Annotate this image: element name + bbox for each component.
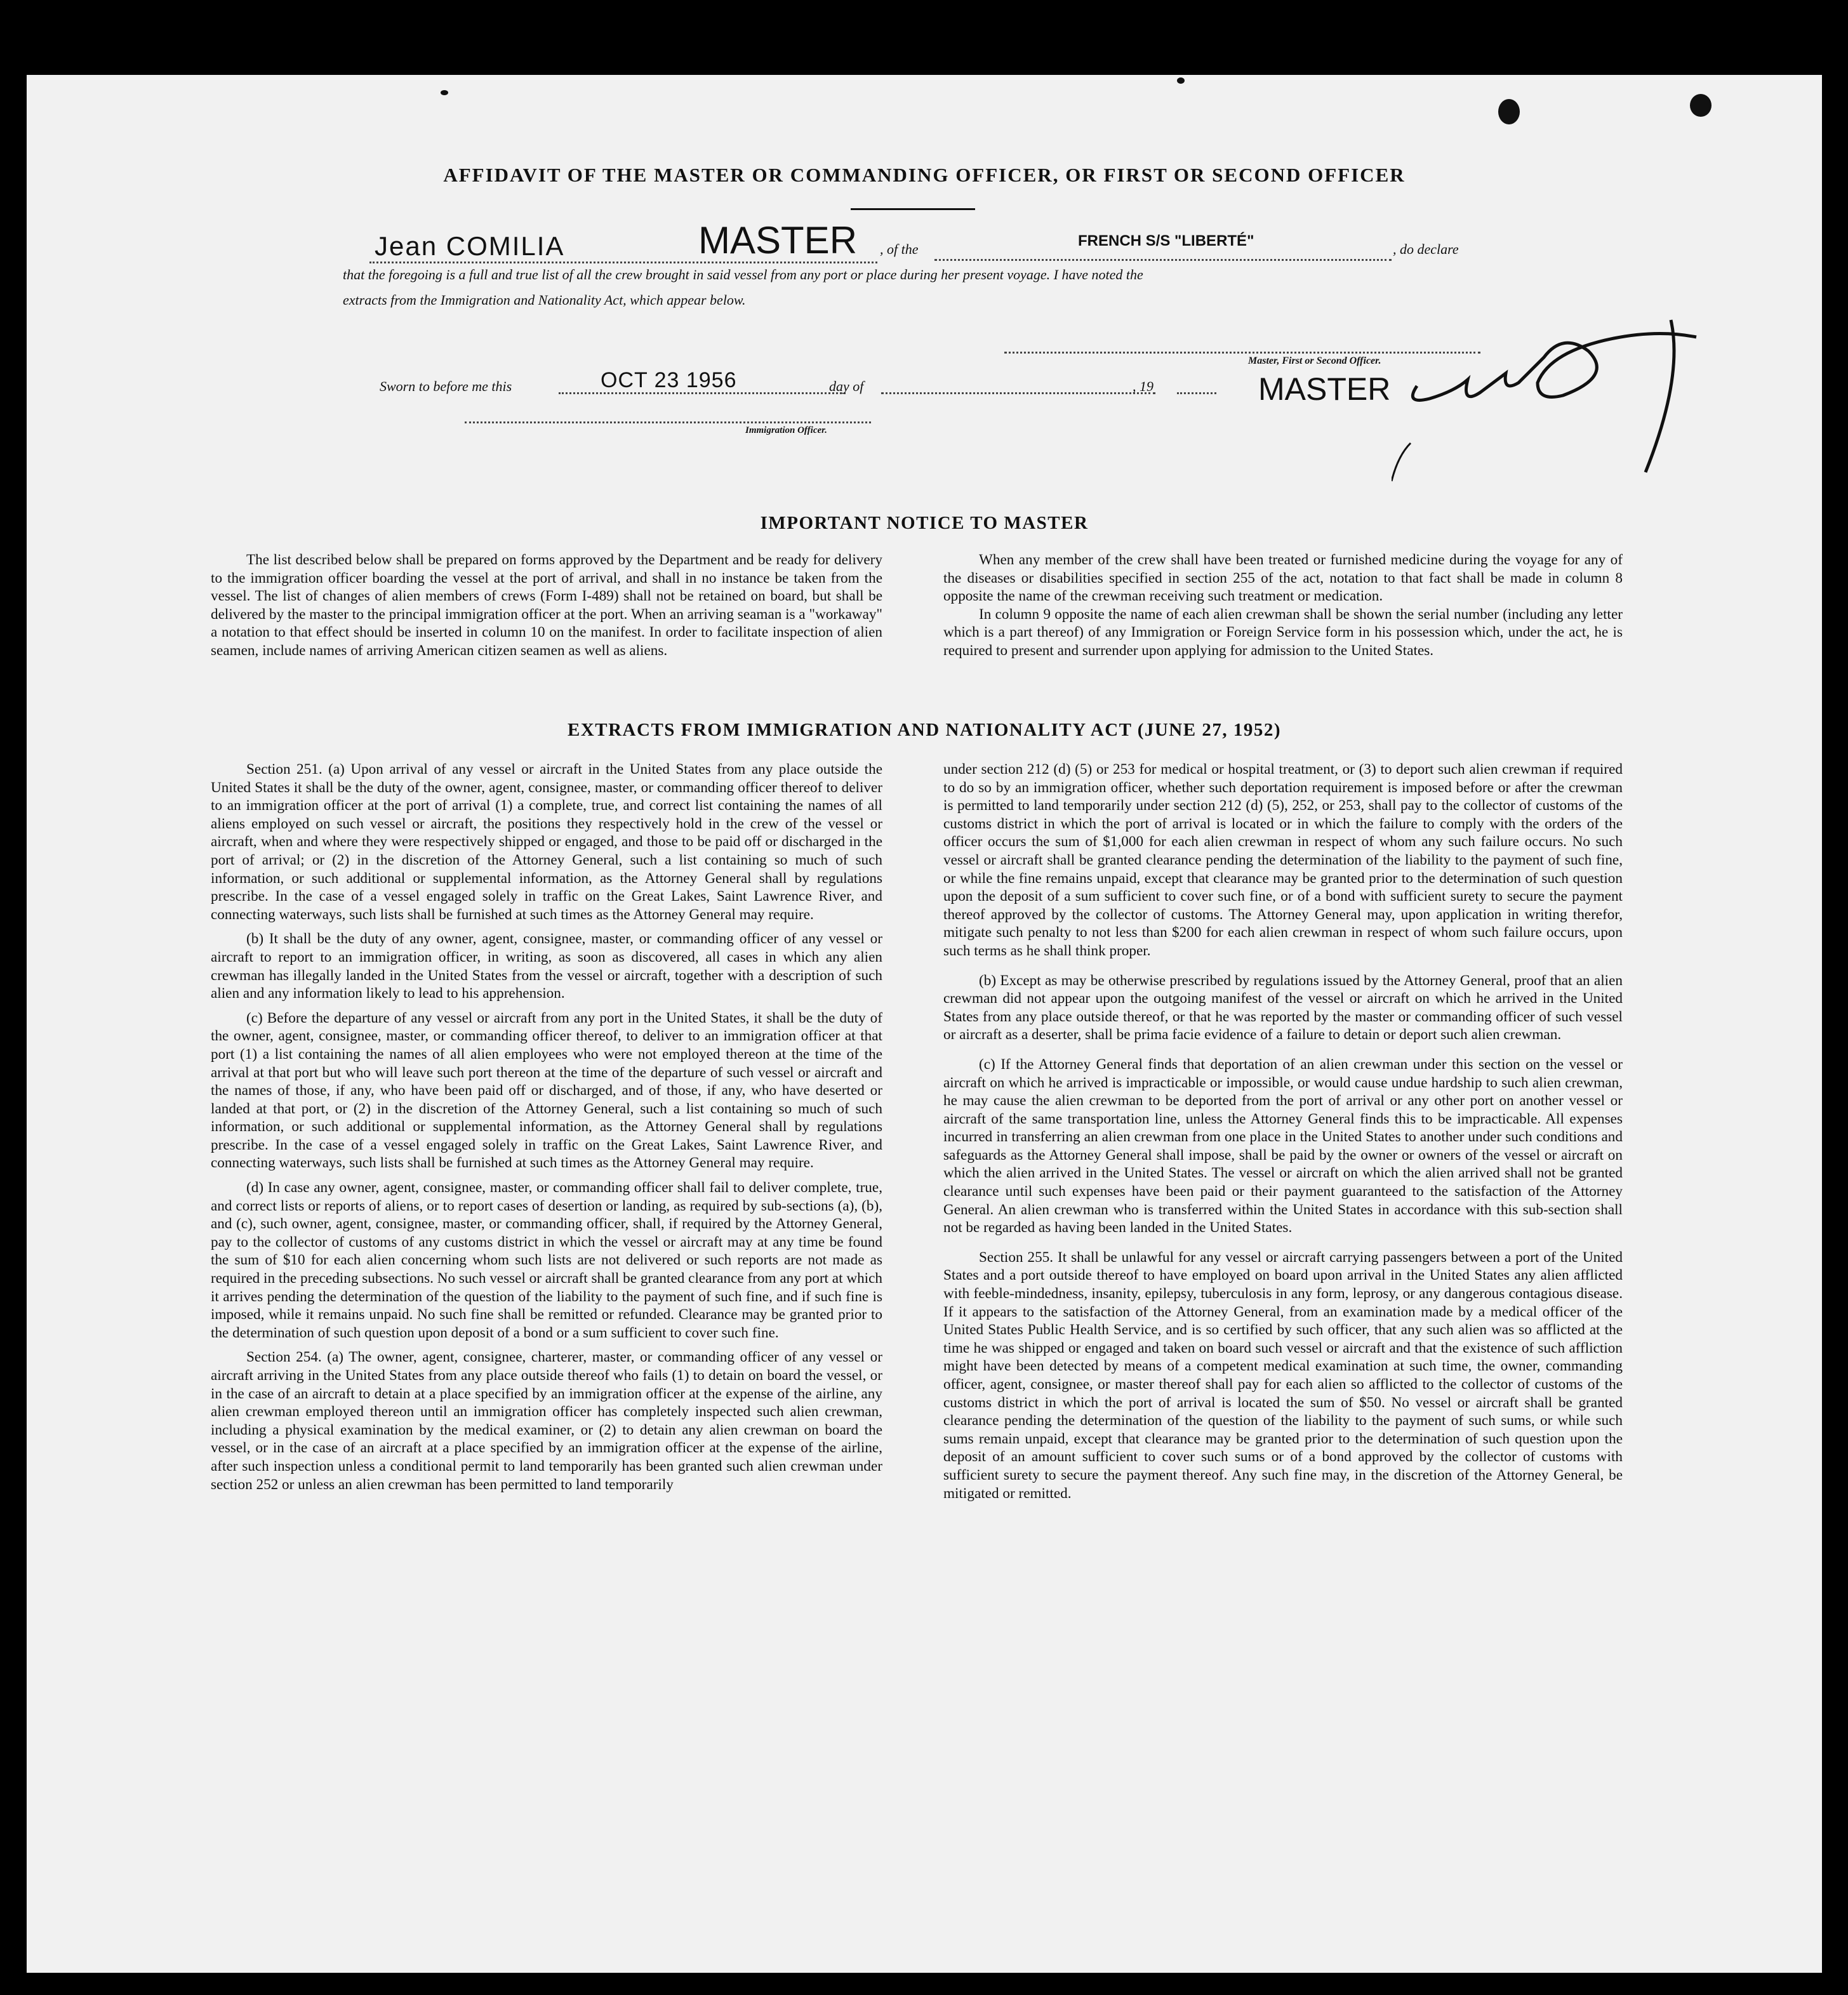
section-254-b: (b) Except as may be otherwise prescribed by regulations issued by the Attorney General, proof that an alien crewman did not appear upon the outgoing manifest of the vessel or aircraft on which he arrived in the United States from any place outside thereof, or that he was reported by the master or commanding officer of such vessel or aircraft as a deserter, shall be prima facie evidence of a failure to detain or deport such alien crewman. — [943, 972, 1623, 1044]
statement-line-1: that the foregoing is a full and true list of all the crew brought in said vessel from any port or place during her present voyage. I have noted the — [343, 267, 1143, 282]
section-251-a: Section 251. (a) Upon arrival of any vessel or aircraft in the United States from any place outside the United States it shall be the duty of the owner, agent, consignee, master, or commanding officer thereof to deliver to an immigration officer at the port of arrival (1) a complete, true, and correct list containing the names of all aliens employed on such vessel or aircraft, the positions they respectively hold in the crew of the vessel or aircraft, when and where they were respectively shipped or engaged, and those to be paid off or discharged in the port of arrival; or (2) in the discretion of the Attorney General, such a list containing so much of such information, or such additional or supplemental information, as the Attorney General shall by regulations prescribe. In the case of a vessel engaged solely in traffic on the Great Lakes, Saint Lawrence River, and connecting waterways, such lists shall be furnished at such times as the Attorney General may require. — [211, 761, 882, 923]
section-254-a: Section 254. (a) The owner, agent, consignee, charterer, master, or commanding officer of any vessel or aircraft arriving in the United States from any place outside thereof who fails (1) to detain on board the vessel, or in the case of an aircraft to detain at a place specified by an immigration officer at the expense of the airline, any alien crewman employed thereon until an immigration officer has completely inspected such alien crewman, including a physical examination by the medical examiner, or (2) to detain any alien crewman on board the vessel, or in the case of an aircraft at a place specified by an immigration officer at the expense of the airline, after such inspection unless a conditional permit to land temporarily has been granted such alien crewman under section 252 or unless an alien crewman has been permitted to land temporarily — [211, 1349, 882, 1493]
year-label: , 19 — [1133, 378, 1153, 394]
section-251-b: (b) It shall be the duty of any owner, agent, consignee, master, or commanding officer of any vessel or aircraft to report to an immigration officer, in writing, as soon as discovered, all cases in which any alien crewman has illegally landed in the United States from the vessel or aircraft, together with a description of such alien and any information likely to lead to his apprehension. — [211, 931, 882, 1002]
officer-caption: Immigration Officer. — [745, 425, 827, 435]
year-line — [1177, 392, 1216, 394]
extracts-heading: EXTRACTS FROM IMMIGRATION AND NATIONALITY ACT (JUNE 27, 1952) — [567, 720, 1282, 740]
notice-left-paragraph: The list described below shall be prepared on forms approved by the Department and be ready for delivery to the immigration officer boarding the vessel at the port of arrival, and shall in no instance be taken from the vessel. The list of changes of alien members of crews (Form I-489) shall not be retained on board, but shall be delivered by the master to the principal immigration officer at the port. When an arriving seaman is a "workaway" a notation to that effect should be inserted in column 10 on the manifest. In order to facilitate inspection of alien seamen, include names of arriving American citizen seamen as well as aliens. — [211, 552, 882, 659]
master-caption: Master, First or Second Officer. — [1248, 355, 1381, 366]
section-251-c: (c) Before the departure of any vessel or aircraft from any port in the United States, it shall be the duty of the owner, agent, consignee, master, or commanding officer thereof, to deliver to an immigration officer at that port (1) a list containing the names of all alien employees who were not employed thereon at the time of the arrival at that port but who will leave such port thereon at the time of the departure of such vessel or aircraft and the names of those, if any, who have been paid off or discharged, and of those, if any, who have deserted or landed at that port, or (2) in the discretion of the Attorney General, such a list containing so much of such information, or such additional or supplemental information, as the Attorney General shall by regulations prescribe. In the case of a vessel engaged solely in traffic on the Great Lakes, Saint Lawrence River, and connecting waterways, such lists shall be furnished at such times as the Attorney General may require. — [211, 1009, 882, 1172]
notice-right-paragraph-2: In column 9 opposite the name of each alien crewman shall be shown the serial number (including any letter which is a part thereof) of any Immigration or Foreign Service form in his possession which, under the act, he is required to present and surrender upon applying for admission to the United States. — [943, 606, 1623, 659]
affidavit-title: AFFIDAVIT OF THE MASTER OR COMMANDING OFFICER, OR FIRST OR SECOND OFFICER — [443, 164, 1406, 186]
day-of-label: day of — [829, 378, 864, 394]
notice-left-column — [211, 551, 882, 666]
officer-signature-line — [465, 421, 871, 423]
speck-mark — [441, 90, 448, 95]
declare-label: , do declare — [1393, 241, 1459, 257]
sworn-date-stamp: OCT 23 1956 — [601, 368, 737, 392]
master-signature — [1392, 259, 1722, 500]
punch-hole-mark — [1498, 99, 1520, 124]
extracts-left-column — [211, 760, 882, 1500]
vessel-line — [934, 259, 1392, 261]
statement-line-2: extracts from the Immigration and Nationality Act, which appear below. — [343, 292, 746, 308]
notice-right-column — [943, 551, 1623, 666]
section-251-d: (d) In case any owner, agent, consignee, master, or commanding officer shall fail to deliver complete, true, and correct lists or reports of aliens, or to report cases of desertion or landing, as required by sub-sections (a), (b), and (c), such owner, agent, consignee, master, or commanding officer, shall, if required by the Attorney General, pay to the collector of customs of any customs district in which the vessel or aircraft may at any time be found the sum of $10 for each alien concerning whom such lists are not delivered or such reports are not made as required in the preceding subsections. No such vessel or aircraft shall be granted clearance from any port at which it arrives pending the determination of the question of the liability to the payment of such fine, and if such fine is imposed, while it remains unpaid. No such fine shall be remitted or refunded. Clearance may be granted prior to the determination of such question upon deposit of a bond or a sum sufficient to cover such fine. — [211, 1179, 882, 1341]
master-typed-stamp: MASTER — [1258, 371, 1391, 407]
section-255: Section 255. It shall be unlawful for any vessel or aircraft carrying passengers between a port of the United States and a port outside thereof to have employed on board upon arrival in the United States any alien afflicted with feeble-mindedness, insanity, epilepsy, tuberculosis in any form, leprosy, or any dangerous contagious disease. If it appears to the satisfaction of the Attorney General, from an examination made by a medical officer of the United States Public Health Service, and is so certified by such officer, that any such alien was so afflicted at the time he was shipped or engaged and taken on board such vessel or aircraft and that the existence of such affliction might have been detected by means of a competent medical examination at such time, the owner, commanding officer, agent, consignee, or master thereof shall pay for each alien so afflicted to the collector of customs of the customs district in which the port of arrival is located the sum of $50. No vessel or aircraft shall be granted clearance pending the determination of the question of the liability to the payment of such sums, or while such sums remain unpaid, except that clearance may be granted prior to the determination of such question upon the deposit of an amount sufficient to cover such sums or of a bond approved by the collector of customs with sufficient surety to secure the payment thereof. Any such fine may, in the discretion of the Attorney General, be mitigated or remitted. — [943, 1249, 1623, 1502]
of-the-label: , of the — [880, 241, 919, 257]
master-signature-line — [1004, 352, 1480, 354]
punch-hole-mark — [1690, 94, 1712, 117]
section-254-c: (c) If the Attorney General finds that deportation of an alien crewman under this section on the vessel or aircraft on which he arrived is impracticable or impossible, or would cause undue hardship to such alien crewman, he may cause the alien crewman to be deported from the port of arrival or any other port on another vessel or aircraft of the same transportation line, unless the Attorney General finds this to be impracticable. All expenses incurred in transferring an alien crewman from one place in the United States to another under such conditions and safeguards as the Attorney General shall impose, shall be paid by the owner or owners of the vessel or aircraft on which the alien arrived in the United States. The vessel or aircraft on which the alien arrived shall not be granted clearance until such expenses have been paid or their payment guaranteed to the satisfaction of the Attorney General. An alien crewman who is transferred within the United States in accordance with this sub-section shall not be regarded as having been landed in the United States. — [943, 1056, 1623, 1236]
extracts-right-column — [943, 760, 1623, 1509]
speck-mark — [1177, 77, 1185, 84]
section-254-a-continued: under section 212 (d) (5) or 253 for medical or hospital treatment, or (3) to deport such alien crewman if required to do so by an immigration officer, whether such deportation requirement is imposed before or after the crewman is permitted to land temporarily under section 212 (d) (5), 252, or 253, shall pay to the collector of customs of the customs district in which the port of arrival is located or in which the failure to comply with the orders of the officer occurs the sum of $1,000 for each alien crewman in respect of whom any such failure occurs. No such vessel or aircraft shall be granted clearance pending the determination of the liability to the payment of such fine, or while the fine remains unpaid, except that clearance may be granted prior to the determination of such question upon the deposit of a sum sufficient to cover such fine, or of a bond with sufficient surety to secure the payment thereof approved by the collector of customs. The Attorney General may, upon application in writing therefor, mitigate such penalty to not less than $200 for each alien crewman in respect of whom such failure occurs, upon such terms as he shall think proper. — [943, 761, 1623, 959]
sworn-label: Sworn to before me this — [380, 378, 512, 394]
month-line — [881, 392, 1155, 394]
notice-right-paragraph-1: When any member of the crew shall have been treated or furnished medicine during the voyage for any of the diseases or disabilities specified in section 255 of the act, notation to that fact shall be made in column 8 opposite the name of the crewman receiving such treatment or medication. — [943, 552, 1623, 605]
document-page — [27, 75, 1822, 1973]
master-rank: MASTER — [698, 219, 858, 262]
master-name: Jean COMILIA — [375, 231, 565, 261]
title-divider — [851, 208, 975, 210]
notice-heading: IMPORTANT NOTICE TO MASTER — [760, 513, 1089, 533]
vessel-name: FRENCH S/S "LIBERTÉ" — [1078, 232, 1254, 249]
